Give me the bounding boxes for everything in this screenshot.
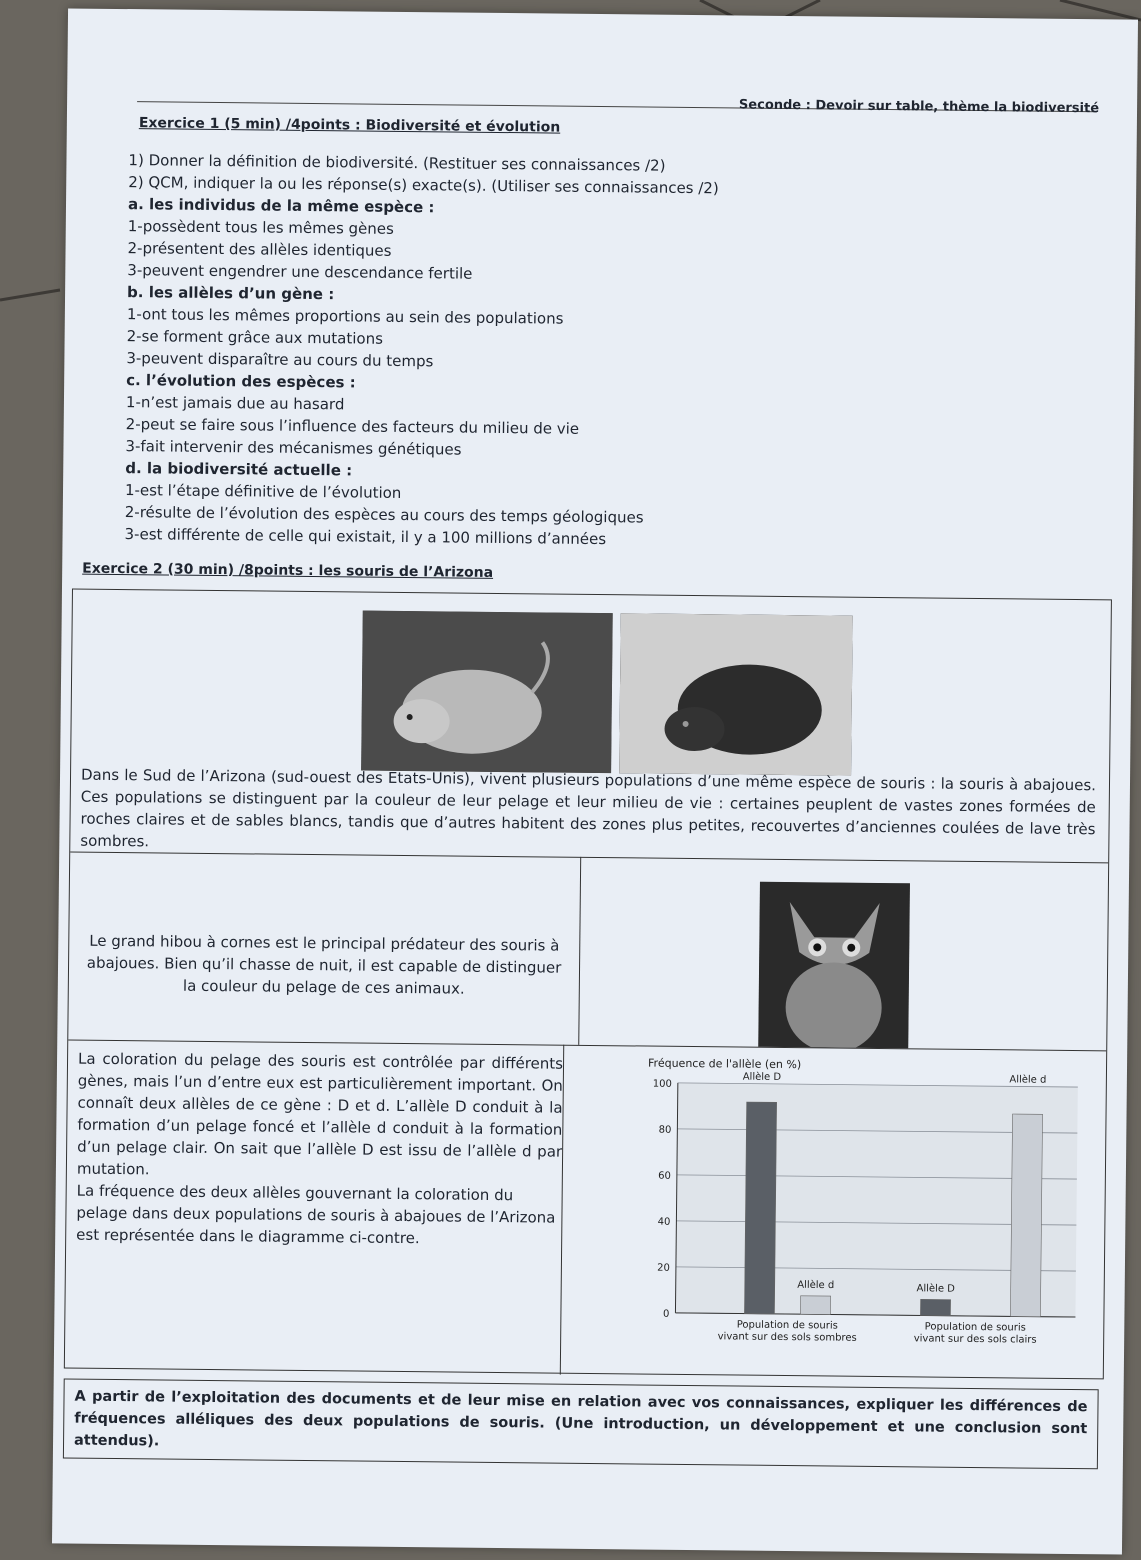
qcm-option: 1-n’est jamais due au hasard (125, 393, 345, 414)
y-tick-label: 0 (662, 1308, 670, 1320)
x-category-label: vivant sur des sols sombres (717, 1331, 857, 1344)
qcm-option: 1-possèdent tous les mêmes gènes (127, 217, 394, 238)
qcm-option: 3-peuvent engendrer une descendance fertile (127, 261, 473, 283)
x-category-label: vivant sur des sols clairs (913, 1333, 1037, 1346)
doc3-paragraph: La fréquence des deux allèles gouvernant la coloration du pelage dans deux populations de souris à abajoues de l’Arizona est représentée dans le diagramme ci-contre. (76, 1181, 556, 1248)
chart-bar (744, 1102, 776, 1314)
y-tick-label: 60 (658, 1170, 671, 1182)
chart-bar (1010, 1114, 1042, 1317)
exercise2-instruction: A partir de l’exploitation des documents et de leur mise en relation avec vos connaissances, expliquer les différences de fréquences alléliques des deux populations de souris. (Une introduction, un développement et une conclusion sont attendus). (63, 1378, 1099, 1469)
chart-bar (920, 1299, 950, 1315)
bar-label: Allèle d (797, 1279, 835, 1292)
exercise2-documents (64, 589, 1112, 1380)
owl-photo (758, 882, 910, 1049)
chart-title: Fréquence de l'allèle (en %) (647, 1056, 802, 1072)
qcm-heading-d: d. la biodiversité actuelle : (125, 459, 353, 480)
chart-bar (800, 1296, 830, 1315)
qcm-option: 3-est différente de celle qui existait, il y a 100 millions d’années (124, 525, 607, 549)
qcm-heading-c: c. l’évolution des espèces : (126, 371, 356, 392)
qcm-option: 2-peut se faire sous l’influence des facteurs du milieu de vie (125, 415, 580, 438)
qcm-option: 2-se forment grâce aux mutations (126, 327, 384, 348)
exercise1-questions (124, 149, 719, 551)
allele-frequency-chart (635, 1050, 1093, 1375)
x-category-label: Population de souris (924, 1321, 1026, 1334)
doc3-paragraph: La coloration du pelage des souris est contrôlée par différents gènes, mais l’un d’entre eux est particulièrement important. On connaît deux allèles de ce gène : D et d. L’allèle D conduit à la formation d’un pelage foncé et l’allèle d conduit à la formation d’un pelage clair. On sait que l’allèle D est issu de l’allèle d par mutation. (76, 1049, 564, 1179)
qcm-option: 3-peuvent disparaître au cours du temps (126, 349, 434, 371)
question-2: 2) QCM, indiquer la ou les réponse(s) exacte(s). (Utiliser ses connaissances /2) (128, 173, 719, 198)
qcm-heading-b: b. les allèles d’un gène : (127, 283, 335, 304)
qcm-option: 2-résulte de l’évolution des espèces au cours des temps géologiques (124, 503, 644, 527)
bar-label: Allèle D (916, 1283, 955, 1295)
bar-label: Allèle D (742, 1071, 782, 1083)
doc2-text: Le grand hibou à cornes est le principal prédateur des souris à abajoues. Bien qu’il chasse de nuit, il est capable de distinguer la couleur du pelage de ces animaux. (86, 931, 562, 998)
exercise2-title: Exercice 2 (30 min) /8points : les souris de l’Arizona (82, 560, 494, 581)
y-tick-label: 40 (657, 1216, 671, 1228)
qcm-heading-a: a. les individus de la même espèce : (127, 195, 435, 217)
page-header-title: Seconde : Devoir sur table, thème la biodiversité (738, 97, 1100, 117)
exercise1-title: Exercice 1 (5 min) /4points : Biodiversité et évolution (138, 115, 561, 136)
qcm-option: 3-fait intervenir des mécanismes génétiques (125, 437, 462, 459)
light-mouse-photo (361, 611, 613, 774)
bar-label: Allèle d (1009, 1074, 1047, 1086)
y-tick-label: 80 (658, 1124, 672, 1136)
doc3-text (76, 1048, 563, 1251)
chart-canvas (635, 1050, 1093, 1375)
column-divider (578, 857, 581, 1045)
dark-mouse-photo (619, 613, 853, 775)
question-1: 1) Donner la définition de biodiversité. (Restituer ses connaissances /2) (128, 151, 666, 175)
exam-sheet (52, 8, 1138, 1554)
doc1-text: Dans le Sud de l’Arizona (sud-ouest des Etats-Unis), vivent plusieurs populations d’une même espèce de souris : la souris à abajoues. Ces populations se distinguent par la couleur de leur pelage et leur milieu de vie : certaines peuplent de vastes zones formées de roches claires et de sables blancs, tandis que d’autres habitent des zones plus petites, recouvertes d’anciennes coulées de lave très sombres. (80, 765, 1097, 851)
y-tick-label: 20 (657, 1262, 670, 1274)
y-tick-label: 100 (652, 1078, 672, 1090)
qcm-option: 1-est l’étape définitive de l’évolution (124, 481, 402, 502)
x-category-label: Population de souris (736, 1319, 838, 1332)
qcm-option: 2-présentent des allèles identiques (127, 239, 392, 260)
qcm-option: 1-ont tous les mêmes proportions au sein des populations (126, 305, 564, 328)
